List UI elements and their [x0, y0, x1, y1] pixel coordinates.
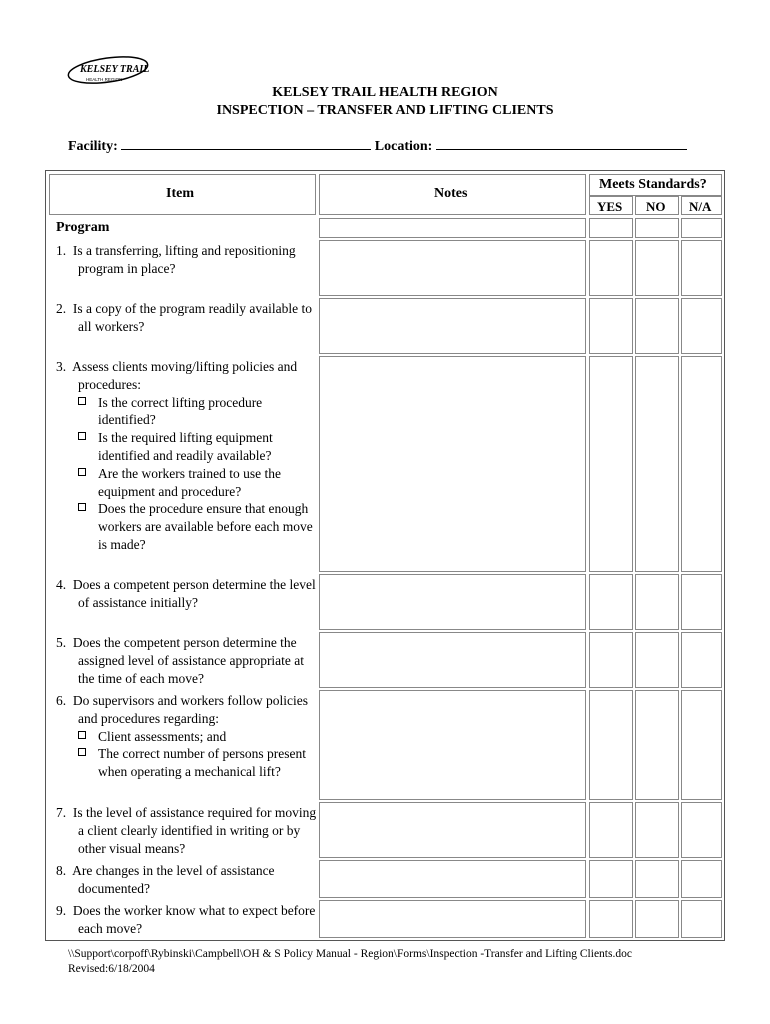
- no-header: NO: [646, 199, 666, 214]
- page-subtitle: INSPECTION – TRANSFER AND LIFTING CLIENTS: [216, 103, 554, 118]
- question-3-bullet: [66, 429, 318, 465]
- footer: [68, 947, 632, 977]
- na-cell[interactable]: [681, 860, 722, 898]
- notes-cell[interactable]: [319, 690, 586, 800]
- question-6-text: 6. Do supervisors and workers follow policies and procedures regarding:: [56, 693, 308, 726]
- na-cell[interactable]: [681, 356, 722, 572]
- bullet-text: Is the required lifting equipment identified and readily available?: [98, 430, 273, 463]
- question-3-text: 3. Assess clients moving/lifting policies and procedures:: [56, 359, 298, 392]
- question-2: [56, 300, 318, 336]
- question-9-text: 9. Does the worker know what to expect before each move?: [56, 903, 316, 936]
- bullet-text: Does the procedure ensure that enough workers are available before each move is made?: [98, 501, 313, 552]
- na-cell[interactable]: [681, 240, 722, 296]
- notes-cell[interactable]: [319, 298, 586, 354]
- checkbox-bullet-icon: [78, 731, 86, 739]
- question-7-text: 7. Is the level of assistance required for moving a client clearly identified in writing or by other visual means?: [56, 805, 317, 856]
- checkbox-bullet-icon: [78, 468, 86, 476]
- question-1-text: 1. Is a transferring, lifting and repositioning program in place?: [56, 243, 296, 276]
- question-3: [56, 358, 318, 554]
- checkbox-bullet-icon: [78, 397, 86, 405]
- item-header: Item: [166, 186, 194, 201]
- question-9: [56, 902, 318, 938]
- bullet-text: Is the correct lifting procedure identified?: [98, 394, 263, 428]
- question-6-bullet: [66, 728, 318, 746]
- question-6-bullet: [66, 745, 318, 781]
- notes-cell[interactable]: [319, 218, 586, 238]
- notes-cell[interactable]: [319, 860, 586, 898]
- question-5-text: 5. Does the competent person determine the assigned level of assistance appropriate at the time of each move?: [56, 635, 305, 686]
- notes-cell[interactable]: [319, 632, 586, 688]
- question-7: [56, 804, 318, 857]
- question-3-bullet: [66, 394, 318, 430]
- question-6: [56, 692, 318, 781]
- no-cell[interactable]: [635, 218, 679, 238]
- checkbox-bullet-icon: [78, 748, 86, 756]
- question-3-bullet: [66, 465, 318, 501]
- question-3-bullet: [66, 500, 318, 553]
- facility-field[interactable]: [121, 137, 371, 150]
- question-4-text: 4. Does a competent person determine the level of assistance initially?: [56, 577, 316, 610]
- na-header: N/A: [689, 199, 712, 214]
- location-field[interactable]: [436, 137, 687, 150]
- no-cell[interactable]: [635, 690, 679, 800]
- question-1: [56, 242, 318, 278]
- page-title: KELSEY TRAIL HEALTH REGION: [272, 85, 498, 100]
- no-cell[interactable]: [635, 298, 679, 354]
- no-cell[interactable]: [635, 356, 679, 572]
- notes-cell[interactable]: [319, 900, 586, 938]
- no-cell[interactable]: [635, 632, 679, 688]
- section-program: Program: [56, 220, 110, 235]
- notes-cell[interactable]: [319, 802, 586, 858]
- yes-cell[interactable]: [589, 574, 633, 630]
- yes-cell[interactable]: [589, 900, 633, 938]
- logo-brand: KELSEY TRAIL: [80, 64, 150, 75]
- question-2-text: 2. Is a copy of the program readily available to all workers?: [56, 301, 313, 334]
- bullet-text: Are the workers trained to use the equipment and procedure?: [98, 465, 281, 499]
- question-5: [56, 634, 318, 687]
- no-cell[interactable]: [635, 802, 679, 858]
- facility-location-row: [68, 137, 687, 155]
- footer-revised: Revised:6/18/2004: [68, 963, 155, 975]
- yes-header: YES: [597, 199, 623, 214]
- notes-cell[interactable]: [319, 356, 586, 572]
- logo-sub: HEALTH REGION: [86, 77, 123, 82]
- yes-cell[interactable]: [589, 218, 633, 238]
- yes-cell[interactable]: [589, 240, 633, 296]
- na-cell[interactable]: [681, 802, 722, 858]
- notes-header: Notes: [434, 186, 468, 201]
- checkbox-bullet-icon: [78, 503, 86, 511]
- na-cell[interactable]: [681, 900, 722, 938]
- meets-standards-header: Meets Standards?: [599, 177, 707, 192]
- no-cell[interactable]: [635, 240, 679, 296]
- bullet-text: Client assessments; and: [98, 728, 227, 744]
- no-cell[interactable]: [635, 574, 679, 630]
- question-8-text: 8. Are changes in the level of assistance documented?: [56, 863, 275, 896]
- yes-cell[interactable]: [589, 802, 633, 858]
- question-4: [56, 576, 318, 612]
- na-cell[interactable]: [681, 218, 722, 238]
- location-label: Location:: [374, 139, 433, 154]
- na-cell[interactable]: [681, 574, 722, 630]
- notes-cell[interactable]: [319, 574, 586, 630]
- na-cell[interactable]: [681, 690, 722, 800]
- no-cell[interactable]: [635, 860, 679, 898]
- na-cell[interactable]: [681, 298, 722, 354]
- facility-label: Facility:: [68, 139, 118, 154]
- yes-cell[interactable]: [589, 298, 633, 354]
- yes-cell[interactable]: [589, 632, 633, 688]
- bullet-text: The correct number of persons present when operating a mechanical lift?: [98, 746, 307, 780]
- no-cell[interactable]: [635, 900, 679, 938]
- footer-path: \\Support\corpoff\Rybinski\Campbell\OH & S Policy Manual - Region\Forms\Inspection -Transfer and Lifting Clients.doc: [68, 948, 632, 960]
- yes-cell[interactable]: [589, 356, 633, 572]
- notes-cell[interactable]: [319, 240, 586, 296]
- yes-cell[interactable]: [589, 860, 633, 898]
- yes-cell[interactable]: [589, 690, 633, 800]
- checkbox-bullet-icon: [78, 432, 86, 440]
- na-cell[interactable]: [681, 632, 722, 688]
- question-8: [56, 862, 318, 898]
